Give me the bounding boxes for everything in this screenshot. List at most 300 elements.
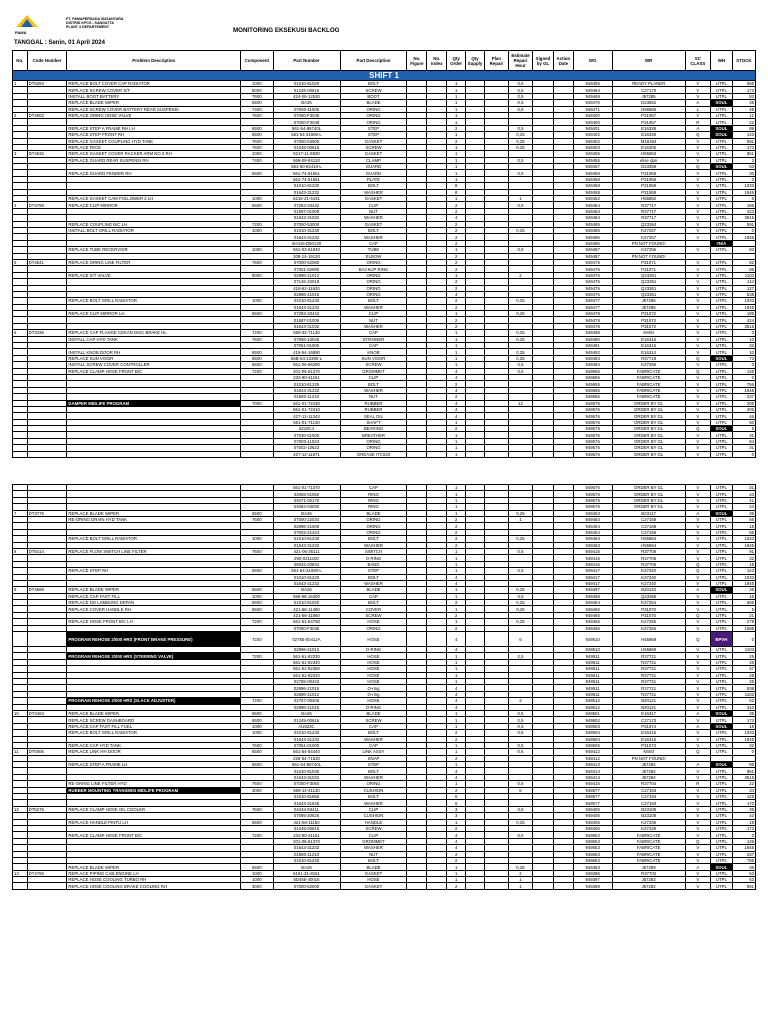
document-title: MONITORING EKSEKUSI BACKLOG [233,27,340,34]
cell-qty-order: 4 [447,368,466,374]
cell-wr: K27240 [612,580,685,586]
cell-wo: 949456 [573,157,612,163]
cell-problem-description: REPLACE GASKET COVER RACKER ARM NO 3 RH [67,151,241,157]
cell-sc-class: V [685,491,710,497]
cell-estimate-repair-hour: 0,5 [508,81,532,87]
cell-estimate-repair-hour: 0,25 [508,600,532,606]
cell-stock: 851 [732,151,755,157]
cell-part-description: BOLT [340,794,407,800]
cell-estimate-repair-hour: 0,25 [508,349,532,355]
cell-part-number: 232-80-41161 [273,832,340,838]
cell-stock: 206 [732,400,755,406]
company-logo [16,15,38,31]
cell-component: 6500 [241,510,273,516]
cell-qty-order: 1 [447,164,466,170]
cell-part-description: WASHER [340,580,407,586]
cell-stock: 1945 [732,304,755,310]
cell-wh: UTPL [710,419,732,425]
cell-part-number: 07000-52060 [273,259,340,265]
cell-problem-description: REPLACE SCREW DASHBOARD [67,717,241,723]
cell-code-number: DT3779 [27,510,67,516]
cell-qty-order: 1 [447,717,466,723]
cell-wo: 949576 [573,419,612,425]
cell-wh: UTPL [710,800,732,806]
cell-component: 7600 [241,144,273,150]
cell-component: 7200 [241,330,273,336]
cell-qty-order: 2 [447,612,466,618]
cell-wh: UTPL [710,730,732,736]
cell-qty-order: 2 [447,202,466,208]
cell-stock: 26 [732,659,755,665]
cell-no: 6 [13,330,28,336]
cell-wh: UTPL [710,647,732,653]
cell-component: 6500 [241,710,273,716]
cell-sc-class: V [685,523,710,529]
cell-wh: UTPL [710,336,732,342]
cell-wo: 949464 [573,87,612,93]
cell-part-number: 561-61-82330 [273,653,340,659]
cell-sc-class: V [685,272,710,278]
cell-qty-order: 1 [447,132,466,138]
cell-problem-description: REPLACE SCREW COVER S/T [67,87,241,93]
cell-qty-order: 1 [447,504,466,510]
cell-part-number: 01010-81220 [273,574,340,580]
cell-wh: UTPL [710,432,732,438]
cell-wo: 949655 [573,368,612,374]
cell-wr: H55864 [612,542,685,548]
cell-part-number: 02765-00412A [273,632,340,647]
cell-part-number: 421-06-35111 [273,548,340,554]
cell-wr: K27257 [612,227,685,233]
cell-wo: 949476 [573,279,612,285]
cell-wr: FABRICATE [612,838,685,844]
cell-stock: 41 [732,497,755,503]
cell-component: 6500 [241,864,273,870]
cell-part-description: GASKET [340,138,407,144]
cell-wr: B23108 [612,813,685,819]
cell-qty-order: 1 [447,349,466,355]
cell-stock: 0 [732,227,755,233]
cell-wh: UTPL [710,362,732,368]
cell-part-number: 01643-31232 [273,580,340,586]
cell-wr: R37721 [612,672,685,678]
cell-component: 7200 [241,619,273,625]
cell-component: 1000 [241,227,273,233]
cell-part-number: 6151-31-8151 [273,870,340,876]
cell-qty-order: 1 [447,330,466,336]
cell-part-description: BOLT [340,183,407,189]
cell-sc-class: V [685,774,710,780]
cell-problem-description: REPLACE BLADE WIPER [67,710,241,716]
cell-part-number: 02896-21008 [273,523,340,529]
cell-wr: E16315 [612,343,685,349]
cell-qty-order: 2 [447,234,466,240]
cell-qty-order: 1 [447,144,466,150]
cell-part-description: WASHER [340,800,407,806]
cell-wr: Q23361 [612,285,685,291]
cell-qty-order: 4 [447,832,466,838]
cell-wr: J57282 [612,883,685,889]
cell-wr: READY PLANER [612,81,685,87]
cell-wr: R37717 [612,202,685,208]
cell-problem-description: REPLACE LINK HH DOOR [67,749,241,755]
cell-qty-order: 2 [447,381,466,387]
cell-wo: 949655 [573,374,612,380]
cell-wo: 949458 [573,189,612,195]
cell-wr: P31070 [612,606,685,612]
cell-stock: 538 [732,291,755,297]
cell-wh: UTPL [710,832,732,838]
cell-no: 1 [13,81,28,87]
cell-part-number: 02896-21015 [273,704,340,710]
cell-sc-class: A [685,100,710,106]
cell-part-description: SCREW [340,87,407,93]
cell-problem-description: REPLACE TUBE RECERVOIR [67,247,241,253]
cell-wr: E16316 [612,730,685,736]
cell-wr: FABRICATE [612,368,685,374]
cell-wo: 949478 [573,323,612,329]
cell-wr: H55863 [612,151,685,157]
cell-estimate-repair-hour: 0,25 [508,330,532,336]
cell-sc-class: V [685,279,710,285]
cell-sc-class: V [685,170,710,176]
cell-sc-class: V [685,619,710,625]
cell-wo: 949465 [573,606,612,612]
cell-part-description: CAP [340,593,407,599]
cell-part-description: O-RING [340,647,407,653]
cell-wh: UTPL [710,298,732,304]
cell-wo: 949576 [573,504,612,510]
cell-wo: 949457 [573,164,612,170]
cell-qty-order: 1 [447,445,466,451]
cell-part-description: CLIP [340,202,407,208]
cell-sc-class: V [685,196,710,202]
cell-component: 7200 [241,221,273,227]
cell-stock: 1945 [732,189,755,195]
cell-qty-order: 1 [447,672,466,678]
cell-sc-class: Q [685,568,710,574]
cell-sc-class: V [685,625,710,631]
cell-stock: 56 [732,529,755,535]
cell-stock: 1033 [732,536,755,542]
cell-code-number: DT3436 [27,330,67,336]
cell-no-index [427,632,447,647]
cell-wr: ORDER BY GL [612,419,685,425]
cell-problem-description: REPLACE FECE [67,144,241,150]
cell-part-number: 561-01-72430 [273,400,340,406]
cell-sc-class: V [685,183,710,189]
cell-estimate-repair-hour: 0,25 [508,819,532,825]
cell-sc-class: V [685,845,710,851]
cell-wr: J57283 [612,877,685,883]
cell-wr: P31072 [612,323,685,329]
column-header: STOCK [732,51,755,71]
cell-part-number: 01643-31032 [273,774,340,780]
cell-stock: 279 [732,619,755,625]
cell-wh: UTPL [710,504,732,510]
cell-part-description: NUT [340,317,407,323]
cell-wo: 949503 [573,723,612,729]
cell-wo: 949416 [573,561,612,567]
cell-stock: 42 [732,813,755,819]
column-header: Code Number [27,51,67,71]
cell-problem-description: REPLACE HANDLE PINTU LH [67,819,241,825]
cell-qty-order: 1 [447,742,466,748]
cell-part-description: GROMMET [340,368,407,374]
cell-sc-class: V [685,832,710,838]
cell-part-description: HOSE [340,659,407,665]
cell-sc-class: V [685,394,710,400]
cell-wo: 949414 [573,768,612,774]
cell-part-description: ORING [340,272,407,278]
cell-wh: UTPL [710,343,732,349]
cell-wo: 949486 [573,227,612,233]
cell-stock: 173 [732,825,755,831]
cell-wr: P31072 [612,311,685,317]
cell-stock: 237 [732,851,755,857]
cell-stock: 126 [732,838,755,844]
cell-part-description: ORING [340,517,407,523]
cell-problem-description: REPLACE GUARD REAR SUSPENSI RH [67,157,241,163]
cell-qty-order: 1 [447,151,466,157]
cell-stock: 591 [732,883,755,889]
company-line: PLANT 3 DEPARTEMENT [66,25,110,30]
cell-component: 6500 [241,125,273,131]
cell-wh: UTPL [710,144,732,150]
cell-part-description: STEP [340,132,407,138]
cell-estimate-repair-hour: 0,5 [508,548,532,554]
cell-wr: D23562 [612,100,685,106]
cell-qty-order: 4 [447,400,466,406]
cell-qty-order: 1 [447,343,466,349]
cell-stock: 22 [732,119,755,125]
cell-part-number: 07146-22018 [273,279,340,285]
cell-problem-description: REPLACE BLADE WIPER [67,100,241,106]
cell-wh: UTPL [710,548,732,554]
cell-part-description: GROMMET [340,838,407,844]
cell-wo: 949577 [573,787,612,793]
cell-part-number: 01010-81230 [273,183,340,189]
cell-part-description: BOLT [340,381,407,387]
cell-problem-description: REPLACE ORING LINE FILTER [67,259,241,265]
cell-wr: H55862 [612,196,685,202]
cell-stock: 32 [732,343,755,349]
cell-sc-class: V [685,215,710,221]
cell-part-description: RING [340,497,407,503]
cell-part-number: 561-61-84750 [273,619,340,625]
cell-part-description: BOLT [340,298,407,304]
cell-wh: UTPL [710,176,732,182]
cell-wh: UTPL [710,600,732,606]
cell-part-description: STEP [340,125,407,131]
column-header: Part Description [340,51,407,71]
cell-stock: 1945 [732,234,755,240]
cell-qty-order: 2 [447,227,466,233]
cell-wo: 949455 [573,151,612,157]
shift-label: SHIFT 1 [13,71,756,81]
cell-part-description: RING [340,504,407,510]
cell-part-description: CUSHION [340,813,407,819]
cell-component: 1000 [241,877,273,883]
cell-wo: 949493 [573,355,612,361]
cell-stock: 656 [732,600,755,606]
cell-sc-class: V [685,851,710,857]
cell-sc-class: V [685,600,710,606]
cell-sc-class: A [685,762,710,768]
cell-part-number: 01010-31230 [273,227,340,233]
cell-component: 5000 [241,87,273,93]
cell-wo: 949494 [573,362,612,368]
cell-problem-description: REPLACE ORING HOSE VALVE [67,112,241,118]
cell-part-description: CAP [340,742,407,748]
cell-estimate-repair-hour: 0,25 [508,336,532,342]
cell-wo: 949465 [573,612,612,618]
cell-estimate-repair-hour: 0,25 [508,510,532,516]
cell-wh: SOUL [710,426,732,432]
cell-code-number: DT5275 [27,806,67,812]
cell-wr: E16316 [612,736,685,742]
cell-qty-order: 1 [447,749,466,755]
cell-component: 7600 [241,742,273,748]
cell-sc-class: Q [685,561,710,567]
company-line: PT. PAMAPERSADA NUSANTARA [66,17,124,21]
cell-part-description: HOSE [340,877,407,883]
cell-part-number: 561-01-71140 [273,419,340,425]
cell-wh: UTPL [710,619,732,625]
cell-part-number: 01643-31232 [273,387,340,393]
cell-sc-class: V [685,647,710,653]
cell-qty-order: 2 [447,755,466,761]
cell-estimate-repair-hour: 0,25 [508,619,532,625]
cell-part-description: BOLT [340,536,407,542]
backlog-table [12,50,756,890]
cell-wr: Q23361 [612,291,685,297]
cell-sc-class: V [685,151,710,157]
cell-part-description: HOSE [340,672,407,678]
cell-part-number: 01643-31232 [273,845,340,851]
cell-part-description: BOLT [340,730,407,736]
cell-qty-order: 2 [447,125,466,131]
cell-problem-description: REPLACE COUPLING B/C LH [67,221,241,227]
cell-sc-class: V [685,768,710,774]
cell-qty-order: 1 [447,491,466,497]
cell-wh: UTPL [710,81,732,87]
cell-wo: 949576 [573,438,612,444]
cell-stock: 30 [732,170,755,176]
cell-estimate-repair-hour: 0,5 [508,730,532,736]
cell-no: 11 [13,749,28,755]
cell-part-number: 208-14-19120 [273,253,340,259]
cell-sc-class: V [685,266,710,272]
cell-part-description: PLATE [340,176,407,182]
cell-part-number: 07000-22034 [273,517,340,523]
cell-part-description: SNAP [340,755,407,761]
cell-wr: PN NOT FOUND! [612,253,685,259]
cell-qty-order: 1 [447,587,466,593]
cell-sc-class: Q [685,426,710,432]
cell-wo: 949412 [573,749,612,755]
cell-stock: 82 [732,259,755,265]
cell-wr: P31072 [612,317,685,323]
cell-wo: 949416 [573,548,612,554]
cell-wo: 949417 [573,574,612,580]
cell-sc-class: V [685,221,710,227]
cell-qty-order: 2 [447,517,466,523]
cell-part-description: CAP [340,330,407,336]
cell-part-description: WASHER [340,215,407,221]
cell-qty-order: 4 [447,685,466,691]
cell-part-description: BOOT [340,93,407,99]
cell-sc-class: V [685,857,710,863]
cell-part-description: GUARD [340,164,407,170]
cell-component: 6500 [241,362,273,368]
cell-wh: UTPL [710,568,732,574]
cell-estimate-repair-hour: 2 [508,870,532,876]
cell-part-number: 04434-53411 [273,806,340,812]
cell-sc-class: V [685,413,710,419]
cell-component: 6500 [241,349,273,355]
cell-code-number: DT0006 [27,749,67,755]
cell-stock: 91 [732,548,755,554]
cell-wr: K27239 [612,819,685,825]
cell-wo: 949492 [573,349,612,355]
cell-wo: 949400 [573,112,612,118]
cell-qty-order: 1 [447,678,466,684]
cell-wr: R37721 [612,666,685,672]
cell-part-number: 561-74-61651 [273,176,340,182]
cell-qty-order: 1 [447,710,466,716]
cell-part-description: O-ring [340,691,407,697]
cell-qty-order: 1 [447,432,466,438]
cell-wr: C27173 [612,717,685,723]
table-header-row [13,51,756,71]
cell-wo: 949505 [573,742,612,748]
cell-part-number: 04064-03030 [273,504,340,510]
cell-part-description: WASHER [340,774,407,780]
cell-part-number: 01643-31032 [273,215,340,221]
cell-stock: 24 [732,504,755,510]
cell-part-number: 07000-F3036 [273,625,340,631]
cell-stock: 18 [732,561,755,567]
cell-stock: 1588 [732,625,755,631]
cell-part-number: 01245-00616 [273,144,340,150]
column-header: SC CLASS [685,51,710,71]
cell-wo: 949510 [573,632,612,647]
cell-wh: UTPL [710,691,732,697]
cell-part-description: CLIP [340,832,407,838]
cell-wr: P31073 [612,742,685,748]
cell-part-number: 01643-31232 [273,234,340,240]
cell-qty-order: 2 [447,285,466,291]
cell-wh: UTPL [710,330,732,336]
cell-wo: 949466 [573,625,612,631]
cell-qty-order: 4 [447,838,466,844]
cell-sc-class: V [685,323,710,329]
cell-action-date [553,883,573,889]
cell-part-number: 01010-81030 [273,768,340,774]
cell-wr: K27240 [612,574,685,580]
cell-qty-order: 1 [447,485,466,491]
cell-component: 1000 [241,593,273,599]
cell-part-number: 01580-11210 [273,394,340,400]
cell-part-number: 07000-11023 [273,438,340,444]
cell-wh: UTPL [710,774,732,780]
cell-problem-description: REPLACE CLIP MIRROR LH [67,311,241,317]
cell-stock: 310 [732,704,755,710]
cell-part-number: 04065-01050 [273,491,340,497]
cell-part-number: 07000-53000 [273,221,340,227]
cell-stock: 0 [732,330,755,336]
